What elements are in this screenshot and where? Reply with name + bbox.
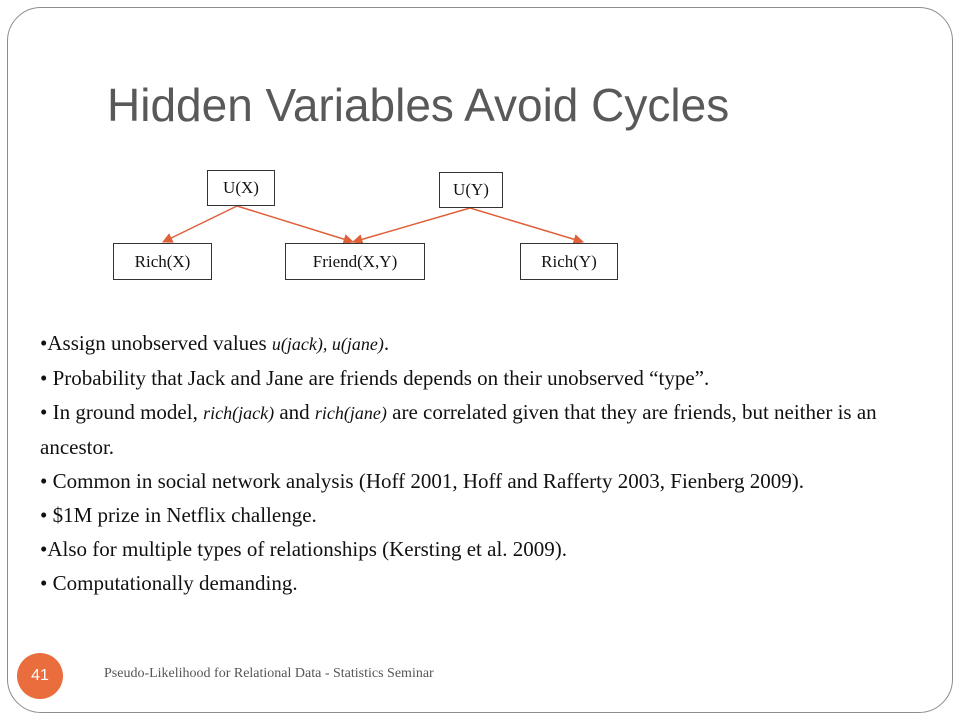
bullet-text: Probability that Jack and Jane are friends depends on their unobserved “type”. [52, 366, 710, 390]
bullet-text: In ground model, [52, 400, 204, 424]
bullet-text: $1M prize in Netflix challenge. [52, 503, 317, 527]
node-friend-xy: Friend(X,Y) [285, 243, 425, 280]
node-rich-y: Rich(Y) [520, 243, 618, 280]
slide-title: Hidden Variables Avoid Cycles [107, 79, 730, 131]
bullet-italic: rich(jane) [314, 403, 387, 423]
bullet-text: Computationally demanding. [52, 571, 298, 595]
bullet-item: • Common in social network analysis (Hoff 2001, Hoff and Rafferty 2003, Fienberg 2009). [40, 469, 805, 493]
bullet-text: are correlated given that they are friends, but neither is an ancestor. [40, 400, 877, 459]
bullet-text: Common in social network analysis (Hoff 2001, Hoff and Rafferty 2003, Fienberg 2009). [52, 469, 805, 493]
bullet-text: Also for multiple types of relationships (Kersting et al. 2009). [47, 537, 568, 561]
bullet-item: •Also for multiple types of relationships (Kersting et al. 2009). [40, 537, 568, 561]
node-u-x: U(X) [207, 170, 275, 206]
bullet-italic: u(jack), u(jane) [271, 334, 384, 354]
node-u-y: U(Y) [439, 172, 503, 208]
bullet-text: . [383, 331, 390, 355]
bullet-item: •Assign unobserved values u(jack), u(jane). [40, 331, 390, 355]
bullet-text: and [274, 400, 315, 424]
bullet-item: • In ground model, rich(jack) and rich(jane) are correlated given that they are friends, but neither is an ancestor. [40, 400, 877, 459]
bullet-item: • Probability that Jack and Jane are friends depends on their unobserved “type”. [40, 366, 710, 390]
bullet-italic: rich(jack) [203, 403, 275, 423]
bullet-list [40, 326, 926, 600]
bullet-item: • Computationally demanding. [40, 571, 298, 595]
bullet-text: Assign unobserved values [47, 331, 272, 355]
node-rich-x: Rich(X) [113, 243, 212, 280]
bullet-item: • $1M prize in Netflix challenge. [40, 503, 317, 527]
slide-footer: Pseudo-Likelihood for Relational Data - Statistics Seminar [104, 666, 434, 681]
slide-number-badge: 41 [17, 653, 63, 699]
